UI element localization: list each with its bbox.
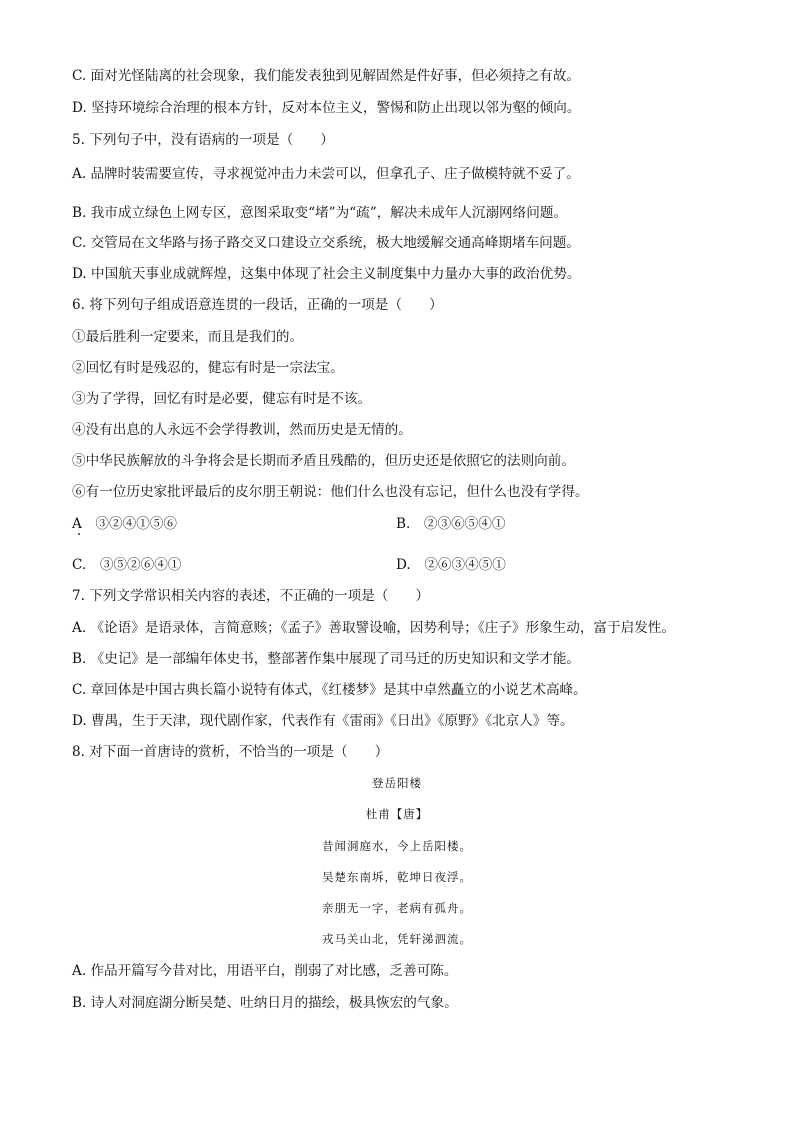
q7-option-a: A. 《论语》是语录体，言简意赅；《孟子》善取譬设喻，因势利导；《庄子》形象生动，富于启发性。 — [72, 620, 675, 636]
q6-sentence-1: ①最后胜利一定要来，而且是我们的。 — [72, 329, 304, 345]
q6-sentence-2: ②回忆有时是残忍的，健忘有时是一宗法宝。 — [72, 360, 344, 376]
q5-option-d: D. 中国航天事业成就辉煌，这集中体现了社会主义制度集中力量办大事的政治优势。 — [72, 266, 581, 282]
q6-option-a: A ③②④①⑤⑥ — [72, 516, 177, 532]
q5-option-c: C. 交管局在文华路与扬子路交叉口建设立交系统，极大地缓解交通高峰期堵车问题。 — [72, 235, 580, 251]
poem-line-2: 吴楚东南坼，乾坤日夜浮。 — [322, 870, 472, 884]
poem-title: 登岳阳楼 — [372, 776, 422, 790]
q6-sentence-6: ⑥有一位历史家批评最后的皮尔朋王朝说：他们什么也没有忘记，但什么也没有学得。 — [72, 484, 589, 500]
q6-option-d: D. ②⑥③④⑤① — [396, 557, 506, 573]
q6-option-b: B. ②③⑥⑤④① — [396, 516, 506, 532]
q6-sentence-5: ⑤中华民族解放的斗争将会是长期而矛盾且残酷的，但历史还是依照它的法则向前。 — [72, 453, 575, 469]
q5-option-b: B. 我市成立绿色上网专区，意图采取变“堵”为“疏”，解决未成年人沉溺网络问题。 — [72, 205, 568, 221]
q6-stem: 6. 将下列句子组成语意连贯的一段话，正确的一项是（ ） — [72, 297, 443, 313]
poem-author: 杜甫【唐】 — [365, 807, 429, 821]
q8-option-b: B. 诗人对洞庭湖分断吴楚、吐纳日月的描绘，极具恢宏的气象。 — [72, 995, 458, 1011]
q8-stem: 8. 对下面一首唐诗的赏析，不恰当的一项是（ ） — [72, 744, 389, 760]
q4-option-c: C. 面对光怪陆离的社会现象，我们能发表独到见解固然是件好事，但必须持之有故。 — [72, 68, 580, 84]
poem-line-4: 戎马关山北，凭轩涕泗流。 — [322, 932, 472, 946]
poem-line-3: 亲朋无一字，老病有孤舟。 — [322, 901, 472, 915]
q8-option-a: A. 作品开篇写今昔对比，用语平白，削弱了对比感，乏善可陈。 — [72, 963, 458, 979]
q6-sentence-3: ③为了学得，回忆有时是必要，健忘有时是不该。 — [72, 391, 372, 407]
q5-stem: 5. 下列句子中，没有语病的一项是（ ） — [72, 132, 334, 148]
stray-dot-mark — [78, 533, 80, 535]
q4-option-d: D. 坚持环境综合治理的根本方针，反对本位主义，警惕和防止出现以邻为壑的倾向。 — [72, 100, 581, 116]
q6-sentence-4: ④没有出息的人永远不会学得教训，然而历史是无情的。 — [72, 422, 412, 438]
poem-line-1: 昔闻洞庭水，今上岳阳楼。 — [322, 839, 472, 853]
q6-option-c: C. ③⑤②⑥④① — [72, 557, 182, 573]
q7-option-c: C. 章回体是中国古典长篇小说特有体式，《红楼梦》是其中卓然矗立的小说艺术高峰。 — [72, 682, 587, 698]
q7-stem: 7. 下列文学常识相关内容的表述，不正确的一项是（ ） — [72, 588, 430, 604]
q7-option-b: B. 《史记》是一部编年体史书，整部著作集中展现了司马迁的历史知识和文学才能。 — [72, 651, 581, 667]
q5-option-a: A. 品牌时装需要宣传，寻求视觉冲击力未尝可以，但拿孔子、庄子做模特就不妥了。 — [72, 166, 580, 182]
q7-option-d: D. 曹禺，生于天津，现代剧作家，代表作有《雷雨》《日出》《原野》《北京人》等。 — [72, 713, 574, 729]
